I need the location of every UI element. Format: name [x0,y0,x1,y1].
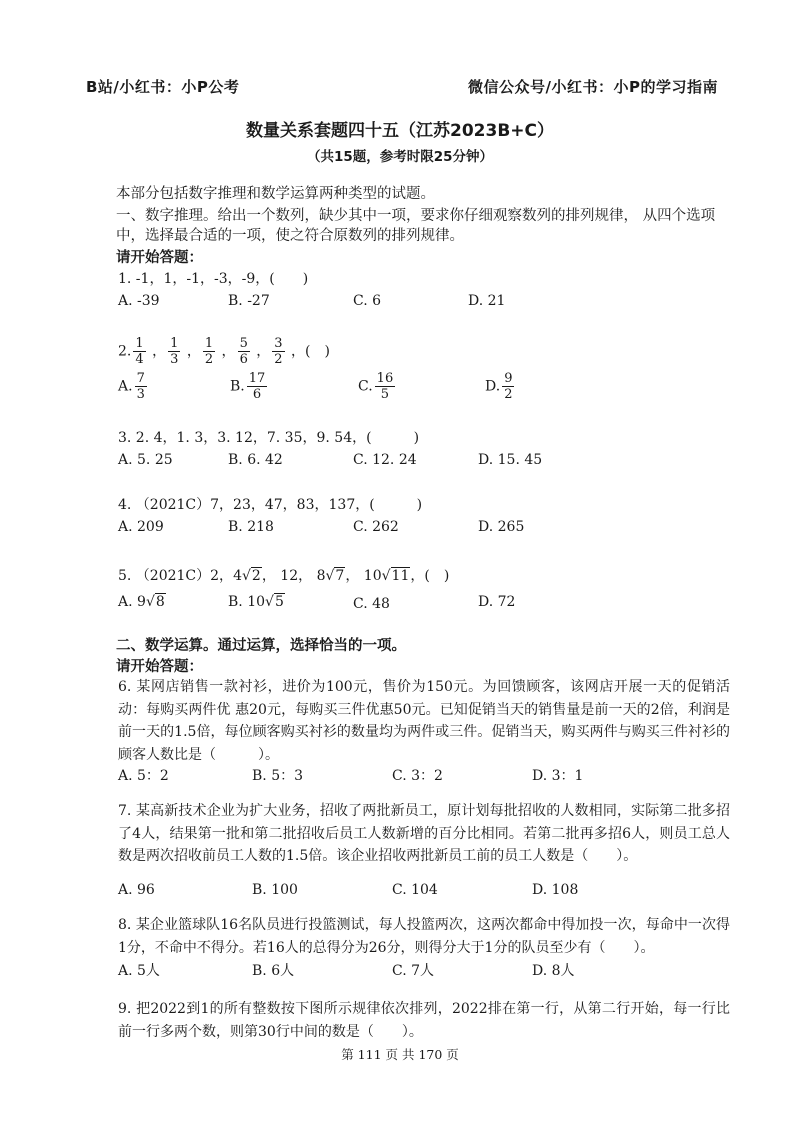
q4-option-c: C. 262 [353,519,399,535]
question-4-stem: 4. （2021C）7，23，47，83，137，( ) [118,497,423,513]
question-5-stem: 5. （2021C）2，4√2， 12， 8√7， 10√11，( ) [118,568,450,584]
header-right: 微信公众号/小红书：小P的学习指南 [468,78,718,96]
q1-option-a: A. -39 [118,293,160,309]
q5-term-2: 4√2 [233,568,261,584]
section2-start: 请开始答题： [116,659,203,675]
q3-option-d: D. 15. 45 [478,452,543,468]
q6-option-b: B. 5：3 [252,768,304,784]
intro-line: 本部分包括数字推理和数学运算两种类型的试题。 [116,186,435,202]
question-2-stem: 2. $\frac{1}{4}$ ， $\frac{1}{3}$ ， $\frac{1}{2}$ ， $\frac{5}{6}$ ， $\frac{3}{2}$ ，( ) [118,336,330,367]
section1-instructions: 一、数字推理。给出一个数列，缺少其中一项，要求你仔细观察数列的排列规律， 从四个选项中，选择最合适的一项，使之符合原数列的排列规律。 [116,208,716,244]
q7-option-b: B. 100 [252,882,298,898]
header-left: B站/小红书：小P公考 [86,78,240,96]
q1-option-d: D. 21 [468,293,506,309]
page-title: 数量关系套题四十五（江苏2023B+C） [246,121,554,141]
q2-option-b: B. $\frac{17}{6}$ [230,371,266,402]
q7-option-c: C. 104 [392,882,438,898]
q3-option-c: C. 12. 24 [353,452,417,468]
page-footer: 第 111 页 共 170 页 [341,1047,459,1062]
q8-option-c: C. 7人 [392,963,435,979]
question-1-stem: 1. -1，1，-1，-3，-9，( ) [118,271,309,287]
q2-option-d: D. $\frac{9}{2}$ [485,371,513,402]
q5-option-b: B. 10√5 [228,594,284,610]
section2-title: 二、数学运算。通过运算，选择恰当的一项。 [116,638,406,654]
q2-term-3: $\frac{1}{2}$ [204,336,214,367]
q4-option-d: D. 265 [478,519,525,535]
question-7-text: 7. 某高新技术企业为扩大业务，招收了两批新员工，原计划每批招收的人数相同，实际第二批多招了4人，结果第一批和第二批招收后员工人数新增的百分比相同。若第二批再多招6人，则员工总人数是两次招收前员工人数的1.5倍。该企业招收两批新员工前的员工人数是（ ）。 [118,803,730,864]
q2-term-5: $\frac{3}{2}$ [274,336,283,367]
q1-option-b: B. -27 [228,293,270,309]
q4-option-a: A. 209 [118,519,164,535]
q6-option-a: A. 5：2 [118,768,169,784]
q5-option-a: A. 9√8 [118,594,165,610]
q8-option-d: D. 8人 [532,963,575,979]
question-9-text: 9. 把2022到1的所有整数按下图所示规律依次排列，2022排在第一行，从第二行开始，每一行比前一行多两个数，则第30行中间的数是（ ）。 [118,1001,730,1040]
question-8-text: 8. 某企业篮球队16名队员进行投篮测试，每人投篮两次，这两次都命中得加投一次，每命中一次得1分，不命中不得分。若16人的总得分为26分，则得分大于1分的队员至少有（ ）。 [118,917,730,956]
start-prompt: 请开始答题： [116,250,203,266]
q2-term-2: $\frac{1}{3}$ [170,336,179,367]
page-subtitle: （共15题，参考时限25分钟） [306,149,494,165]
q2-option-a: A. $\frac{7}{3}$ [118,371,145,402]
q2-option-c: C. $\frac{16}{5}$ [358,371,394,402]
q6-option-c: C. 3：2 [392,768,443,784]
q1-option-c: C. 6 [353,293,382,309]
q3-option-a: A. 5. 25 [118,452,173,468]
q5-option-d: D. 72 [478,594,516,610]
q2-term-4: $\frac{5}{6}$ [239,336,248,367]
q6-option-d: D. 3：1 [532,768,584,784]
question-3-stem: 3. 2. 4，1. 3，3. 12，7. 35，9. 54，( ) [118,430,420,446]
q2-term-1: $\frac{1}{4}$ [135,336,144,367]
q5-option-c: C. 48 [353,596,390,612]
question-6-text: 6. 某网店销售一款衬衫，进价为100元，售价为150元。为回馈顾客，该网店开展一天的促销活动：每购买两件优 惠20元，每购买三件优惠50元。已知促销当天的销售量是前一天的2倍，利润是前一天的1.5倍，每位顾客购买衬衫的数量均为两件或三件。促销当天，购买两件与购买三件衬衫的顾客人数比是（ ）。 [118,679,730,763]
q7-option-d: D. 108 [532,882,579,898]
q8-option-b: B. 6人 [252,963,295,979]
q5-term-5: 10√11 [363,568,410,584]
q7-option-a: A. 96 [118,882,155,898]
q5-term-4: 8√7 [316,568,345,584]
q8-option-a: A. 5人 [118,963,160,979]
q2-blank: ( ) [305,343,330,360]
q4-option-b: B. 218 [228,519,274,535]
q2-prefix: 2. [118,343,132,360]
q3-option-b: B. 6. 42 [228,452,283,468]
